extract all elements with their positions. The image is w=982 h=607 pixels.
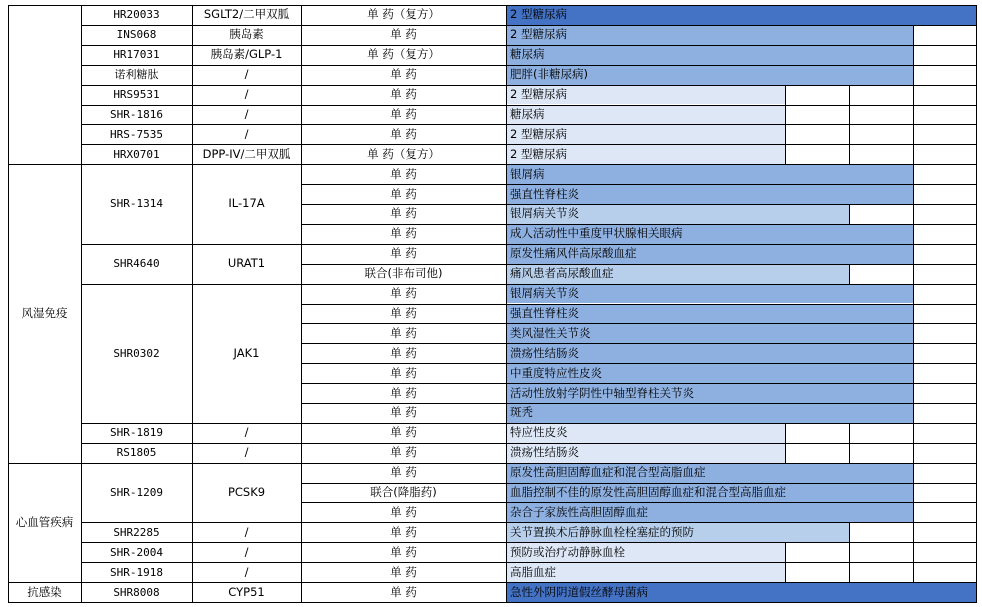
indication-cell: 肥胖(非糖尿病)	[510, 67, 588, 82]
grid-line	[192, 85, 302, 86]
indication-cell: 预防或治疗动静脉血栓	[510, 544, 625, 559]
grid-line	[301, 5, 977, 6]
product-cell: INS068	[116, 28, 157, 42]
grid-line	[81, 423, 193, 424]
grid-line	[785, 144, 786, 165]
indication-cell: 2 型糖尿病	[510, 7, 567, 22]
drug-type-cell: 单 药	[390, 445, 417, 460]
target-cell: /	[244, 445, 249, 460]
target-cell: /	[244, 425, 249, 440]
product-cell: RS1805	[116, 446, 157, 460]
product-cell: SHR-2004	[110, 545, 163, 559]
indication-cell: 血脂控制不佳的原发性高胆固醇血症和混合型高脂血症	[510, 485, 786, 500]
indication-cell: 中重度特应性皮炎	[510, 365, 602, 380]
grid-line	[81, 45, 193, 46]
drug-type-cell: 联合(降脂药)	[370, 485, 437, 500]
target-cell: CYP51	[228, 584, 265, 599]
grid-line	[192, 542, 302, 543]
grid-line	[849, 562, 850, 583]
grid-line	[301, 343, 977, 344]
grid-line	[913, 164, 914, 185]
grid-line	[192, 124, 302, 125]
grid-line	[8, 463, 82, 464]
grid-line	[301, 582, 977, 583]
grid-line	[192, 562, 302, 563]
grid-line	[913, 85, 914, 106]
category-cell	[8, 5, 81, 164]
drug-type-cell: 单 药	[390, 166, 417, 181]
grid-line	[81, 25, 193, 26]
grid-line	[81, 5, 193, 6]
grid-line	[8, 582, 82, 583]
grid-line	[81, 542, 193, 543]
indication-cell: 2 型糖尿病	[510, 87, 567, 102]
product-cell: SHR-1816	[110, 107, 163, 121]
indication-cell: 高脂血症	[510, 564, 556, 579]
grid-line	[301, 184, 977, 185]
indication-cell: 原发性高胆固醇血症和混合型高脂血症	[510, 465, 706, 480]
grid-line	[913, 542, 914, 563]
indication-cell: 斑秃	[510, 405, 533, 420]
product-cell: SHR-1918	[110, 565, 163, 579]
grid-line	[81, 463, 193, 464]
grid-line	[301, 443, 977, 444]
grid-line	[913, 522, 914, 543]
grid-line	[785, 124, 786, 145]
indication-cell: 特应性皮炎	[510, 425, 568, 440]
indication-cell: 关节置换术后静脉血栓栓塞症的预防	[510, 524, 694, 539]
indication-cell: 2 型糖尿病	[510, 126, 567, 141]
grid-line	[785, 443, 786, 464]
grid-line	[849, 522, 850, 543]
grid-line	[913, 304, 914, 324]
grid-line	[301, 403, 977, 404]
grid-line	[81, 5, 82, 603]
target-cell: /	[244, 67, 249, 82]
grid-line	[913, 65, 914, 86]
grid-line	[301, 164, 977, 165]
grid-line	[849, 264, 850, 285]
grid-line	[913, 244, 914, 265]
grid-line	[192, 144, 302, 145]
grid-line	[81, 582, 193, 583]
grid-line	[192, 45, 302, 46]
grid-line	[913, 323, 914, 344]
indication-cell: 银屑病关节炎	[510, 206, 579, 221]
grid-line	[849, 423, 850, 444]
drug-type-cell: 单 药（复方）	[367, 47, 440, 62]
target-cell: /	[244, 524, 249, 539]
grid-line	[192, 284, 302, 285]
grid-line	[192, 522, 302, 523]
target-cell: /	[244, 87, 249, 102]
grid-line	[81, 105, 193, 106]
grid-line	[913, 383, 914, 404]
grid-line	[301, 323, 977, 324]
indication-cell: 银屑病	[510, 166, 545, 181]
grid-line	[81, 244, 193, 245]
product-cell: SHR-1209	[110, 486, 163, 500]
grid-line	[506, 5, 507, 603]
target-cell: /	[244, 126, 249, 141]
grid-line	[81, 144, 193, 145]
grid-line	[913, 403, 914, 424]
grid-line	[301, 224, 977, 225]
grid-line	[81, 85, 193, 86]
grid-line	[913, 105, 914, 125]
grid-line	[192, 5, 193, 603]
grid-line	[301, 542, 977, 543]
grid-line	[913, 124, 914, 145]
grid-line	[192, 5, 302, 6]
indication-cell: 2 型糖尿病	[510, 27, 567, 42]
target-cell: DPP-IV/二甲双胍	[202, 146, 291, 161]
indication-cell: 成人活动性中重度甲状腺相关眼病	[510, 226, 683, 241]
target-cell: JAK1	[233, 345, 260, 360]
grid-line	[301, 105, 977, 106]
product-cell: HRX0701	[113, 147, 160, 161]
grid-line	[192, 602, 302, 603]
target-cell: PCSK9	[227, 485, 266, 500]
grid-line	[301, 304, 977, 305]
product-cell: HRS9531	[113, 88, 160, 102]
drug-type-cell: 单 药	[390, 106, 417, 121]
target-cell: 胰岛素/GLP-1	[210, 47, 283, 62]
product-cell: SHR-1314	[110, 197, 163, 211]
drug-type-cell: 单 药	[390, 365, 417, 380]
drug-type-cell: 单 药	[390, 246, 417, 261]
drug-type-cell: 单 药	[390, 206, 417, 221]
product-cell: HR20033	[113, 8, 160, 22]
drug-type-cell: 单 药	[390, 544, 417, 559]
indication-cell: 溃疡性结肠炎	[510, 345, 579, 360]
grid-line	[192, 65, 302, 66]
indication-cell: 糖尿病	[510, 47, 545, 62]
grid-line	[849, 144, 850, 165]
grid-line	[192, 105, 302, 106]
grid-line	[301, 363, 977, 364]
grid-line	[913, 343, 914, 364]
indication-cell: 类风湿性关节炎	[510, 325, 591, 340]
grid-line	[8, 5, 9, 603]
target-cell: /	[244, 564, 249, 579]
product-cell: SHR2285	[113, 525, 160, 539]
grid-line	[301, 483, 977, 484]
indication-cell: 强直性脊柱炎	[510, 305, 579, 320]
indication-cell: 糖尿病	[510, 106, 545, 121]
grid-line	[849, 85, 850, 106]
drug-type-cell: 单 药	[390, 345, 417, 360]
grid-line	[913, 224, 914, 245]
grid-line	[8, 164, 82, 165]
drug-type-cell: 单 药	[390, 226, 417, 241]
grid-line	[913, 204, 914, 225]
grid-line	[913, 443, 914, 464]
grid-line	[913, 144, 914, 165]
product-cell: HRS-7535	[110, 127, 163, 141]
grid-line	[913, 184, 914, 205]
grid-line	[301, 463, 977, 464]
grid-line	[301, 602, 977, 603]
drug-type-cell: 单 药	[390, 67, 417, 82]
drug-type-cell: 单 药	[390, 564, 417, 579]
grid-line	[913, 423, 914, 444]
grid-line	[913, 562, 914, 583]
grid-line	[913, 284, 914, 305]
grid-line	[913, 264, 914, 285]
grid-line	[192, 443, 302, 444]
drug-type-cell: 单 药	[390, 385, 417, 400]
drug-type-cell: 单 药	[390, 286, 417, 301]
grid-line	[301, 65, 977, 66]
grid-line	[785, 85, 786, 106]
drug-type-cell: 联合(非布司他)	[364, 266, 443, 281]
grid-line	[913, 25, 914, 46]
grid-line	[81, 602, 193, 603]
grid-line	[301, 244, 977, 245]
drug-type-cell: 单 药（复方）	[367, 7, 440, 22]
grid-line	[81, 164, 193, 165]
grid-line	[913, 483, 914, 503]
drug-type-cell: 单 药	[390, 325, 417, 340]
grid-line	[81, 124, 193, 125]
category-cell: 心血管疾病	[15, 514, 74, 529]
grid-line	[976, 5, 977, 603]
drug-type-cell: 单 药	[390, 524, 417, 539]
grid-line	[301, 383, 977, 384]
grid-line	[785, 562, 786, 583]
grid-line	[192, 25, 302, 26]
indication-cell: 银屑病关节炎	[510, 286, 579, 301]
grid-line	[301, 423, 977, 424]
grid-line	[913, 45, 914, 66]
target-cell: /	[244, 106, 249, 121]
grid-line	[192, 423, 302, 424]
grid-line	[301, 144, 977, 145]
grid-line	[192, 164, 302, 165]
drug-type-cell: 单 药	[390, 584, 417, 599]
indication-cell: 溃疡性结肠炎	[510, 445, 579, 460]
target-cell: 胰岛素	[229, 27, 264, 42]
grid-line	[301, 85, 977, 86]
grid-line	[81, 522, 193, 523]
grid-line	[301, 284, 977, 285]
drug-type-cell: 单 药	[390, 465, 417, 480]
grid-line	[81, 562, 193, 563]
grid-line	[192, 244, 302, 245]
drug-type-cell: 单 药	[390, 504, 417, 519]
indication-cell: 急性外阴阴道假丝酵母菌病	[510, 584, 648, 599]
indication-cell: 活动性放射学阴性中轴型脊柱关节炎	[510, 385, 694, 400]
grid-line	[849, 105, 850, 125]
drug-type-cell: 单 药	[390, 126, 417, 141]
grid-line	[192, 582, 302, 583]
product-cell: SHR4640	[113, 257, 160, 271]
target-cell: /	[244, 544, 249, 559]
target-cell: SGLT2/二甲双胍	[203, 7, 290, 22]
category-cell: 风湿免疫	[21, 305, 68, 320]
product-cell: 诺利糖肽	[114, 68, 159, 82]
indication-cell: 痛风患者高尿酸血症	[510, 266, 614, 281]
drug-type-cell: 单 药	[390, 27, 417, 42]
drug-type-cell: 单 药	[390, 405, 417, 420]
product-cell: SHR-1819	[110, 426, 163, 440]
grid-line	[849, 443, 850, 464]
drug-type-cell: 单 药	[390, 305, 417, 320]
product-cell: SHR0302	[113, 346, 160, 360]
grid-line	[81, 443, 193, 444]
grid-line	[913, 502, 914, 523]
grid-line	[913, 363, 914, 384]
grid-line	[301, 502, 977, 503]
target-cell: IL-17A	[228, 196, 265, 211]
grid-line	[8, 5, 82, 6]
grid-line	[849, 124, 850, 145]
indication-cell: 杂合子家族性高胆固醇血症	[510, 504, 648, 519]
grid-line	[301, 204, 977, 205]
product-cell: SHR8008	[113, 585, 160, 599]
indication-cell: 强直性脊柱炎	[510, 186, 579, 201]
grid-line	[301, 5, 302, 603]
grid-line	[81, 284, 193, 285]
indication-cell: 2 型糖尿病	[510, 146, 567, 161]
grid-line	[301, 45, 977, 46]
grid-line	[849, 204, 850, 225]
grid-line	[913, 463, 914, 484]
grid-line	[301, 562, 977, 563]
target-cell: URAT1	[227, 256, 266, 271]
grid-line	[785, 542, 786, 563]
grid-line	[301, 264, 977, 265]
grid-line	[785, 105, 786, 125]
category-cell: 抗感染	[27, 584, 62, 599]
drug-type-cell: 单 药	[390, 87, 417, 102]
grid-line	[785, 423, 786, 444]
grid-line	[301, 124, 977, 125]
indication-cell: 原发性痛风伴高尿酸血症	[510, 246, 637, 261]
grid-line	[8, 602, 82, 603]
grid-line	[849, 542, 850, 563]
grid-line	[81, 65, 193, 66]
drug-type-cell: 单 药	[390, 425, 417, 440]
product-cell: HR17031	[113, 48, 160, 62]
grid-line	[192, 463, 302, 464]
drug-type-cell: 单 药	[390, 186, 417, 201]
drug-type-cell: 单 药（复方）	[367, 146, 440, 161]
grid-line	[301, 25, 977, 26]
grid-line	[301, 522, 977, 523]
